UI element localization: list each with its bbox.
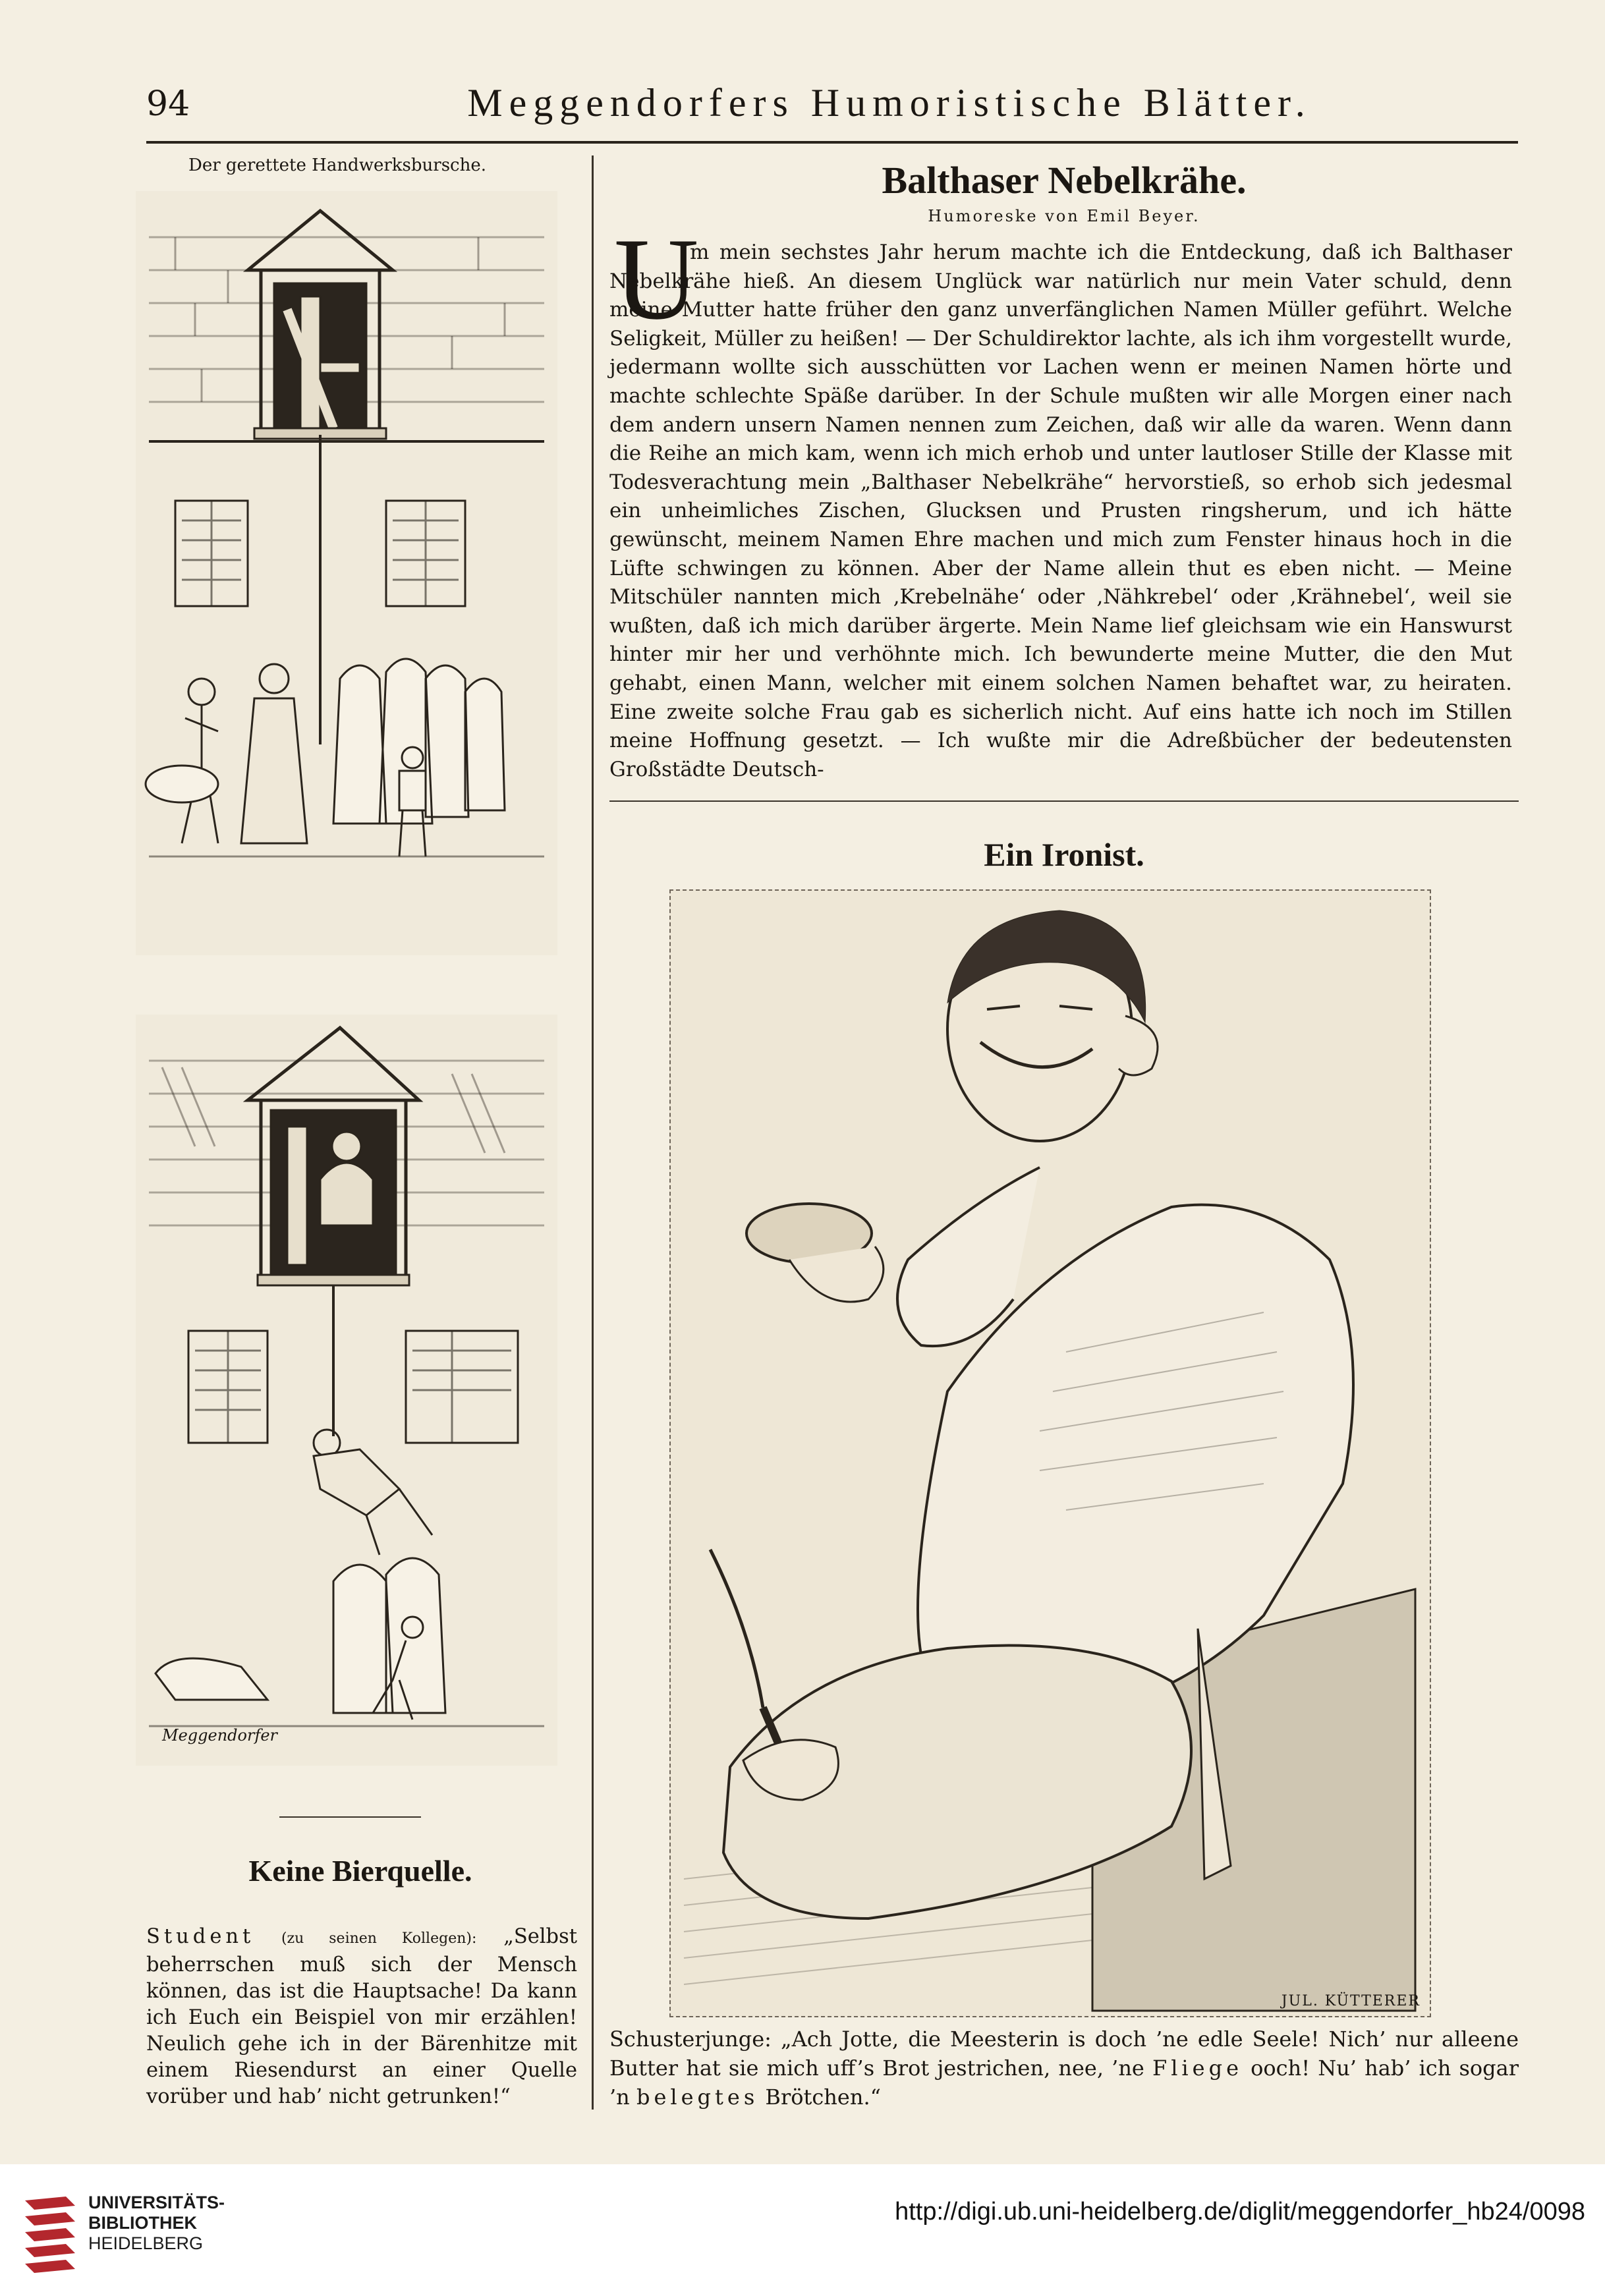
poem-stage-direction: (zu seinen Kollegen): [281, 1930, 477, 1947]
cartoon-caption: Der gerettete Handwerksbursche. [188, 155, 486, 175]
poem-text [146, 1924, 577, 2110]
caption-text-c: Brötchen.“ [765, 2085, 881, 2110]
library-logo-icon [20, 2194, 80, 2282]
story-byline: Humoreske von Emil Beyer. [928, 207, 1200, 225]
cartoon-signature: Meggendorfer [162, 1726, 278, 1745]
caption-text-a: „Ach Jotte, die Meesterin is doch ’ne edle Seele! Nich’ nur alleene Butter hat sie mich uff’s Brot jestrichen, nee, ’ne [609, 2027, 1519, 2081]
story-title: Balthaser Nebelkrähe. [882, 159, 1247, 202]
poem-body: „Selbst beherrschen muß sich der Mensch können, das ist die Hauptsache! Da kann ich Euch ein Beispiel von mir erzählen! Neulich gehe ich in der Bärenhitze mit einem Riesendurst an einer Quelle vorüber und hab’ nicht getrunken!“ [146, 1925, 577, 2108]
caption-emphasis-fliege: Fliege [1152, 2056, 1243, 2081]
library-name[interactable] [88, 2193, 225, 2254]
cartoon-panel-1 [136, 191, 557, 955]
ironist-title: Ein Ironist. [984, 836, 1144, 873]
story-rule [609, 800, 1519, 802]
story-body [609, 238, 1512, 784]
ironist-illustration [669, 889, 1431, 2017]
caption-speaker: Schusterjunge: [609, 2027, 772, 2052]
shoemaker-boy-drawing [671, 891, 1430, 2016]
library-name-line-3: HEIDELBERG [88, 2233, 204, 2253]
cartoon-drawing-2 [136, 1015, 557, 1766]
column-rule [592, 155, 594, 2110]
cartoon-panel-2 [136, 1015, 557, 1766]
page-number: 94 [146, 84, 190, 124]
artist-signature: JUL. KÜTTERER [1281, 1993, 1421, 2009]
header-rule [146, 141, 1518, 144]
left-divider [279, 1816, 421, 1818]
library-name-line-1: UNIVERSITÄTS- [88, 2193, 225, 2212]
cartoon-drawing-1 [136, 191, 557, 955]
story-drop-cap: U [614, 213, 699, 344]
running-title: Meggendorfers Humoristische Blätter. [467, 81, 1312, 125]
source-url-link[interactable]: http://digi.ub.uni-heidelberg.de/diglit/meggendorfer_hb24/0098 [895, 2198, 1585, 2226]
footer-band [0, 2164, 1605, 2296]
caption-text-b: ooch! Nu’ hab’ ich sogar ’n [609, 2056, 1519, 2110]
story-text: m mein sechstes Jahr herum machte ich die Entdeckung, daß ich Balthaser Nebelkrähe hieß. An diesem Unglück war natürlich nur mein Vater schuld, denn meine Mutter hatte früher den ganz unverfänglichen Namen Müller geführt. Welche Seligkeit, Müller zu heißen! — Der Schuldirektor lachte, als ich ihm vorgestellt wurde, jedermann wollte sich ausschütten vor Lachen wenn er meinen Namen hörte und machte schlechte Späße darüber. In der Schule mußten wir alle Morgen einer nach dem andern unsern Namen nennen zum Zeichen, daß wir alle da waren. Wenn dann die Reihe an mich kam, wenn ich mich erhob und unter lautloser Stille der Klasse mit Todesverachtung mein „Balthaser Nebelkrähe“ hervorstieß, so erhob sich jedesmal ein unheimliches Zischen, Glucksen und Prusten ringsherum, und ich hätte gewünscht, meinem Namen Ehre machen und mich zum Fenster hinaus hoch in die Lüfte schwingen zu können. Aber der Name allein thut es eben nicht. — Meine Mitschüler nannten mich ‚Krebelnähe‘ oder ‚Nähkrebel‘ oder ‚Krähnebel‘, weil sie wußten, daß ich mich darüber ärgerte. Mein Name lief gleichsam wie ein Hanswurst hinter mir her und verhöhnte mich. Ich bewunderte meine Mutter, die den Mut gehabt, einen Mann, welcher mit einem solchen Namen behaftet war, zu heiraten. Eine zweite solche Frau gab es sicherlich nicht. Auf eins hatte ich noch im Stillen meine Hoffnung gesetzt. — Ich wußte mir die Adreßbücher der bedeutensten Großstädte Deutsch- [609, 240, 1512, 781]
poem-title: Keine Bierquelle. [248, 1854, 472, 1888]
caption-emphasis-belegtes: belegtes [636, 2085, 759, 2110]
poem-speaker: Student [146, 1925, 255, 1948]
ironist-caption [609, 2025, 1519, 2112]
library-name-line-2: BIBLIOTHEK [88, 2213, 197, 2233]
